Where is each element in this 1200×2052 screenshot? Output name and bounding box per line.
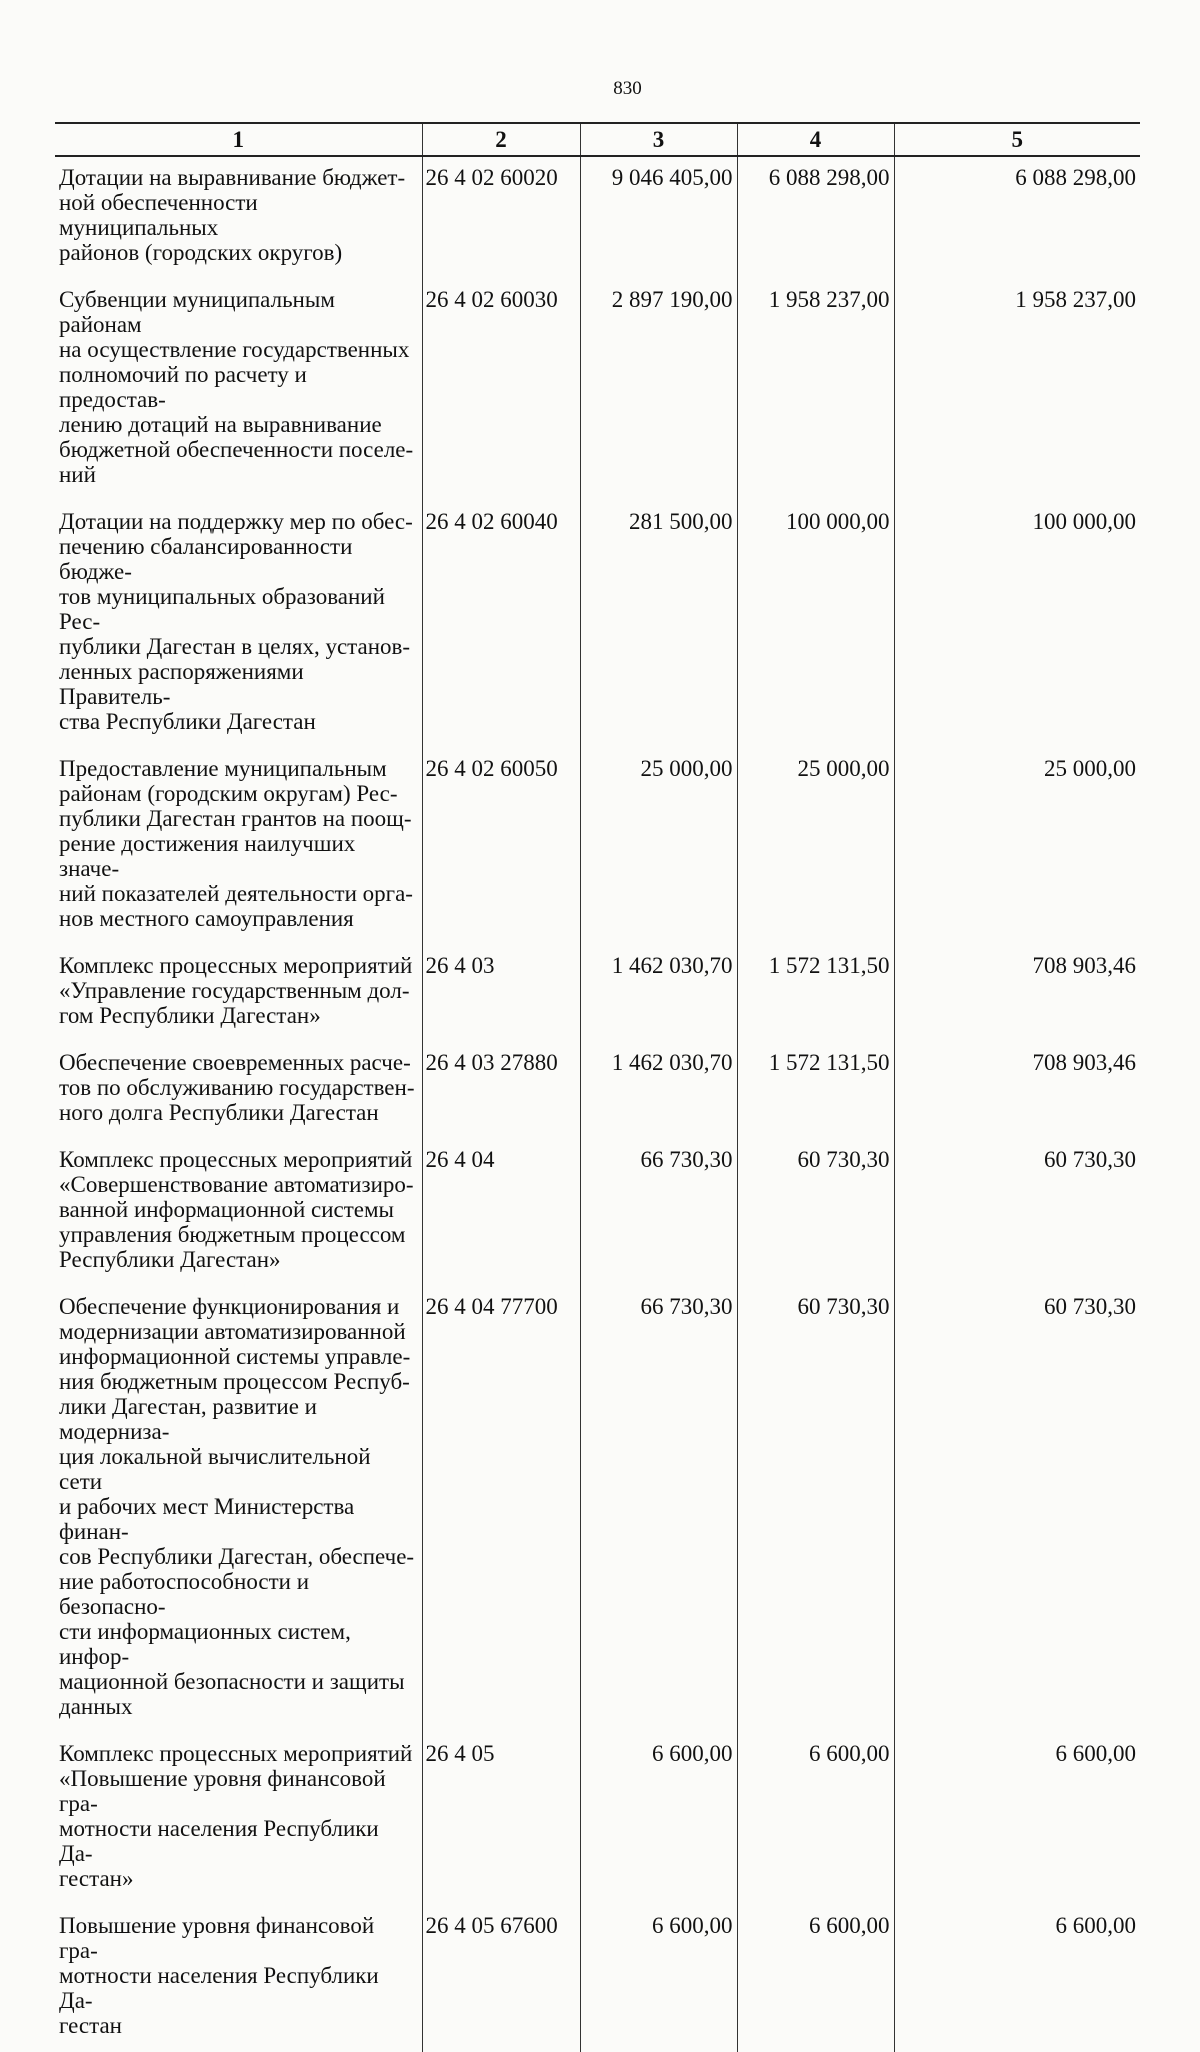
row-value-col3: 9 046 405,00 bbox=[580, 156, 737, 279]
row-name-line: Обеспечение функционирования и bbox=[59, 1294, 400, 1319]
row-name-line: гестан» bbox=[59, 1866, 134, 1891]
row-name-line: полномочий по расчету и предостав- bbox=[59, 362, 307, 412]
row-name-line: Предоставление муниципальным bbox=[59, 756, 387, 781]
row-name-line: гестан bbox=[59, 2013, 122, 2038]
table-row bbox=[55, 279, 1140, 501]
row-code-cell: 26 4 05 67600 bbox=[422, 1905, 580, 2052]
row-value-col4: 60 730,30 bbox=[737, 1286, 894, 1733]
table-row bbox=[55, 1733, 1140, 1905]
row-code-cell: 26 4 03 27880 bbox=[422, 1042, 580, 1139]
row-name-line: мационной безопасности и защиты bbox=[59, 1669, 405, 1694]
row-name-line: ванной информационной системы bbox=[59, 1197, 395, 1222]
row-name-line: «Совершенствование автоматизиро- bbox=[59, 1172, 414, 1197]
table-row bbox=[55, 945, 1140, 1042]
row-code-cell: 26 4 04 bbox=[422, 1139, 580, 1286]
row-name-line: мотности населения Республики Да- bbox=[59, 1963, 379, 2013]
row-value-col4: 6 600,00 bbox=[737, 1905, 894, 2052]
row-code-cell: 26 4 04 77700 bbox=[422, 1286, 580, 1733]
row-name-line: тов муниципальных образований Рес- bbox=[59, 584, 385, 634]
row-name-cell bbox=[55, 279, 422, 501]
row-name-line: модернизации автоматизированной bbox=[59, 1319, 406, 1344]
row-name-line: данных bbox=[59, 1694, 133, 1719]
row-value-col5: 708 903,46 bbox=[894, 945, 1140, 1042]
row-name-cell bbox=[55, 748, 422, 945]
row-name-line: сов Республики Дагестан, обеспече- bbox=[59, 1544, 415, 1569]
table-row bbox=[55, 1139, 1140, 1286]
row-value-col5: 6 600,00 bbox=[894, 1733, 1140, 1905]
row-name-line: публики Дагестан грантов на поощ- bbox=[59, 806, 412, 831]
row-name-cell bbox=[55, 1905, 422, 2052]
row-value-col5: 6 088 298,00 bbox=[894, 156, 1140, 279]
row-name-line: Республики Дагестан» bbox=[59, 1247, 281, 1272]
row-name-line: бюджетной обеспеченности поселе- bbox=[59, 437, 414, 462]
row-name-line: ства Республики Дагестан bbox=[59, 709, 316, 734]
row-value-col5: 60 730,30 bbox=[894, 1286, 1140, 1733]
row-value-col5: 1 958 237,00 bbox=[894, 279, 1140, 501]
row-value-col4: 60 730,30 bbox=[737, 1139, 894, 1286]
row-name-line: тов по обслуживанию государствен- bbox=[59, 1075, 415, 1100]
row-value-col4: 100 000,00 bbox=[737, 501, 894, 748]
row-value-col3: 6 600,00 bbox=[580, 1733, 737, 1905]
row-code-cell: 26 4 03 bbox=[422, 945, 580, 1042]
row-name-line: на осуществление государственных bbox=[59, 337, 410, 362]
row-name-cell bbox=[55, 1286, 422, 1733]
row-code-cell: 26 4 02 60020 bbox=[422, 156, 580, 279]
row-name-line: информационной системы управле- bbox=[59, 1344, 411, 1369]
row-value-col3: 66 730,30 bbox=[580, 1286, 737, 1733]
row-name-cell bbox=[55, 1042, 422, 1139]
column-header-2: 2 bbox=[422, 123, 580, 156]
row-value-col5: 100 000,00 bbox=[894, 501, 1140, 748]
row-value-col3: 2 897 190,00 bbox=[580, 279, 737, 501]
row-value-col3: 66 730,30 bbox=[580, 1139, 737, 1286]
row-name-line: сти информационных систем, инфор- bbox=[59, 1619, 351, 1669]
row-name-cell bbox=[55, 945, 422, 1042]
row-name-line: лению дотаций на выравнивание bbox=[59, 412, 382, 437]
table-row bbox=[55, 748, 1140, 945]
row-name-line: лики Дагестан, развитие и модерниза- bbox=[59, 1394, 317, 1444]
table-body bbox=[55, 156, 1140, 2052]
row-name-line: ция локальной вычислительной сети bbox=[59, 1444, 371, 1494]
row-name-line: районам (городским округам) Рес- bbox=[59, 781, 398, 806]
column-header-4: 4 bbox=[737, 123, 894, 156]
row-name-line: и рабочих мест Министерства финан- bbox=[59, 1494, 355, 1544]
row-name-line: ний показателей деятельности орга- bbox=[59, 881, 413, 906]
row-name-line: публики Дагестан в целях, установ- bbox=[59, 634, 411, 659]
row-value-col3: 281 500,00 bbox=[580, 501, 737, 748]
table-row bbox=[55, 1042, 1140, 1139]
row-value-col3: 25 000,00 bbox=[580, 748, 737, 945]
row-name-line: Комплекс процессных мероприятий bbox=[59, 1147, 413, 1172]
row-name-line: Обеспечение своевременных расче- bbox=[59, 1050, 411, 1075]
row-code-cell: 26 4 02 60030 bbox=[422, 279, 580, 501]
row-code-cell: 26 4 05 bbox=[422, 1733, 580, 1905]
row-name-line: Дотации на выравнивание бюджет- bbox=[59, 165, 406, 190]
row-name-line: печению сбалансированности бюдже- bbox=[59, 534, 353, 584]
table-row bbox=[55, 1905, 1140, 2052]
table-row bbox=[55, 1286, 1140, 1733]
budget-table bbox=[55, 122, 1140, 2052]
row-name-line: управления бюджетным процессом bbox=[59, 1222, 406, 1247]
row-value-col4: 1 572 131,50 bbox=[737, 1042, 894, 1139]
column-header-3: 3 bbox=[580, 123, 737, 156]
row-name-line: гом Республики Дагестан» bbox=[59, 1003, 321, 1028]
row-code-cell: 26 4 02 60050 bbox=[422, 748, 580, 945]
row-value-col3: 1 462 030,70 bbox=[580, 945, 737, 1042]
row-name-line: Комплекс процессных мероприятий bbox=[59, 1741, 413, 1766]
row-name-line: ние работоспособности и безопасно- bbox=[59, 1569, 310, 1619]
row-value-col5: 6 600,00 bbox=[894, 1905, 1140, 2052]
row-name-line: рение достижения наилучших значе- bbox=[59, 831, 356, 881]
row-name-line: ния бюджетным процессом Респуб- bbox=[59, 1369, 410, 1394]
row-name-line: ного долга Республики Дагестан bbox=[59, 1100, 379, 1125]
table-header-row bbox=[55, 123, 1140, 156]
row-value-col4: 25 000,00 bbox=[737, 748, 894, 945]
column-header-1: 1 bbox=[55, 123, 422, 156]
row-name-cell bbox=[55, 156, 422, 279]
row-value-col5: 708 903,46 bbox=[894, 1042, 1140, 1139]
row-value-col5: 25 000,00 bbox=[894, 748, 1140, 945]
page-number: 830 bbox=[613, 78, 642, 99]
row-value-col4: 6 088 298,00 bbox=[737, 156, 894, 279]
row-name-line: нов местного самоуправления bbox=[59, 906, 354, 931]
row-value-col4: 1 958 237,00 bbox=[737, 279, 894, 501]
row-value-col4: 1 572 131,50 bbox=[737, 945, 894, 1042]
row-name-line: «Управление государственным дол- bbox=[59, 978, 410, 1003]
row-name-line: Субвенции муниципальным районам bbox=[59, 287, 335, 337]
row-name-line: ленных распоряжениями Правитель- bbox=[59, 659, 304, 709]
table-row bbox=[55, 156, 1140, 279]
row-value-col3: 1 462 030,70 bbox=[580, 1042, 737, 1139]
row-name-line: Комплекс процессных мероприятий bbox=[59, 953, 413, 978]
row-name-line: ной обеспеченности муниципальных bbox=[59, 190, 258, 240]
row-name-cell bbox=[55, 1139, 422, 1286]
row-value-col4: 6 600,00 bbox=[737, 1733, 894, 1905]
row-name-line: «Повышение уровня финансовой гра- bbox=[59, 1766, 386, 1816]
row-name-line: районов (городских округов) bbox=[59, 240, 343, 265]
row-value-col3: 6 600,00 bbox=[580, 1905, 737, 2052]
row-name-line: Дотации на поддержку мер по обес- bbox=[59, 509, 413, 534]
row-name-line: ний bbox=[59, 462, 96, 487]
table-row bbox=[55, 501, 1140, 748]
row-name-cell bbox=[55, 1733, 422, 1905]
row-value-col5: 60 730,30 bbox=[894, 1139, 1140, 1286]
row-name-line: Повышение уровня финансовой гра- bbox=[59, 1913, 375, 1963]
row-code-cell: 26 4 02 60040 bbox=[422, 501, 580, 748]
row-name-cell bbox=[55, 501, 422, 748]
row-name-line: мотности населения Республики Да- bbox=[59, 1816, 379, 1866]
column-header-5: 5 bbox=[894, 123, 1140, 156]
